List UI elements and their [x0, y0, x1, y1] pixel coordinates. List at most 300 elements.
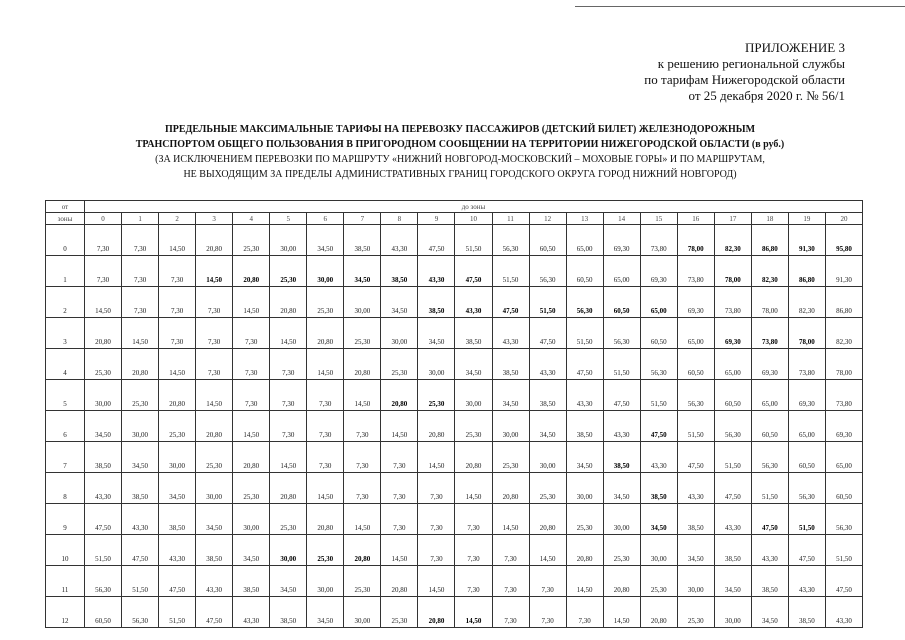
- tariff-cell: 20,80: [307, 318, 344, 349]
- tariff-cell: 25,30: [344, 318, 381, 349]
- tariff-cell: 65,00: [825, 442, 862, 473]
- tariff-cell: 51,50: [677, 411, 714, 442]
- tariff-cell: 30,00: [492, 411, 529, 442]
- tariff-cell: 14,50: [344, 380, 381, 411]
- tariff-cell: 30,00: [307, 566, 344, 597]
- to-zones-label: до зоны: [85, 201, 863, 213]
- tariff-cell: 25,30: [270, 256, 307, 287]
- tariff-cell: 14,50: [85, 287, 122, 318]
- tariff-cell: 78,00: [825, 349, 862, 380]
- tariff-cell: 56,30: [677, 380, 714, 411]
- tariff-cell: 20,80: [418, 597, 455, 628]
- table-row: [46, 473, 863, 504]
- tariff-cell: 25,30: [381, 597, 418, 628]
- tariff-cell: 20,80: [492, 473, 529, 504]
- tariff-cell: 43,30: [751, 535, 788, 566]
- tariff-cell: 25,30: [492, 442, 529, 473]
- tariff-cell: 25,30: [307, 287, 344, 318]
- column-header: 13: [566, 213, 603, 225]
- column-header: 7: [344, 213, 381, 225]
- tariff-cell: 82,30: [714, 225, 751, 256]
- tariff-cell: 43,30: [122, 504, 159, 535]
- tariff-cell: 69,30: [751, 349, 788, 380]
- tariff-cell: 78,00: [751, 287, 788, 318]
- tariff-cell: 30,00: [418, 349, 455, 380]
- tariff-cell: 30,00: [455, 380, 492, 411]
- tariff-cell: 60,50: [529, 225, 566, 256]
- tariff-cell: 43,30: [85, 473, 122, 504]
- tariff-cell: 78,00: [714, 256, 751, 287]
- from-zone-cell: 7: [46, 442, 85, 473]
- tariff-cell: 38,50: [381, 256, 418, 287]
- from-zone-cell: 9: [46, 504, 85, 535]
- tariff-cell: 7,30: [196, 287, 233, 318]
- tariff-cell: 20,80: [603, 566, 640, 597]
- tariff-cell: 38,50: [85, 442, 122, 473]
- tariff-cell: 51,50: [825, 535, 862, 566]
- tariff-cell: 56,30: [566, 287, 603, 318]
- annex-block: [644, 40, 845, 104]
- tariff-cell: 47,50: [85, 504, 122, 535]
- column-header: 17: [714, 213, 751, 225]
- tariff-cell: 30,00: [381, 318, 418, 349]
- tariff-cell: 25,30: [233, 473, 270, 504]
- column-header: 0: [85, 213, 122, 225]
- tariff-cell: 51,50: [640, 380, 677, 411]
- tariff-cell: 7,30: [492, 597, 529, 628]
- column-header: 15: [640, 213, 677, 225]
- corner-from-label: от: [46, 201, 85, 213]
- tariff-cell: 20,80: [85, 318, 122, 349]
- tariff-cell: 34,50: [159, 473, 196, 504]
- tariff-cell: 7,30: [381, 473, 418, 504]
- from-zone-cell: 8: [46, 473, 85, 504]
- tariff-cell: 30,00: [566, 473, 603, 504]
- tariff-cell: 43,30: [529, 349, 566, 380]
- tariff-cell: 82,30: [825, 318, 862, 349]
- tariff-cell: 7,30: [344, 473, 381, 504]
- tariff-cell: 51,50: [85, 535, 122, 566]
- tariff-cell: 7,30: [492, 566, 529, 597]
- tariff-cell: 30,00: [344, 597, 381, 628]
- tariff-cell: 69,30: [825, 411, 862, 442]
- tariff-cell: 47,50: [159, 566, 196, 597]
- tariff-cell: 7,30: [344, 442, 381, 473]
- tariff-cell: 47,50: [122, 535, 159, 566]
- column-header: 18: [751, 213, 788, 225]
- tariff-cell: 56,30: [492, 225, 529, 256]
- tariff-cell: 38,50: [344, 225, 381, 256]
- tariff-cell: 7,30: [455, 504, 492, 535]
- tariff-cell: 73,80: [714, 287, 751, 318]
- tariff-cell: 14,50: [122, 318, 159, 349]
- table-header-row-2: [46, 213, 863, 225]
- tariff-cell: 86,80: [825, 287, 862, 318]
- tariff-cell: 25,30: [196, 442, 233, 473]
- table-row: [46, 411, 863, 442]
- annex-line-1: к решению региональной службы: [657, 56, 845, 71]
- column-header: 5: [270, 213, 307, 225]
- table-row: [46, 442, 863, 473]
- tariff-table: [45, 200, 863, 628]
- table-row: [46, 349, 863, 380]
- tariff-cell: 82,30: [751, 256, 788, 287]
- heading-line-4: НЕ ВЫХОДЯЩИМ ЗА ПРЕДЕЛЫ АДМИНИСТРАТИВНЫХ ГРАНИЦ ГОРОДСКОГО ОКРУГА ГОРОД НИЖНИЙ НОВГОРОД): [183, 169, 737, 180]
- tariff-cell: 14,50: [381, 535, 418, 566]
- tariff-cell: 60,50: [714, 380, 751, 411]
- tariff-cell: 60,50: [640, 318, 677, 349]
- column-header: 1: [122, 213, 159, 225]
- tariff-cell: 7,30: [307, 380, 344, 411]
- tariff-cell: 78,00: [677, 225, 714, 256]
- tariff-cell: 34,50: [529, 411, 566, 442]
- tariff-cell: 20,80: [122, 349, 159, 380]
- tariff-cell: 60,50: [788, 442, 825, 473]
- tariff-cell: 47,50: [196, 597, 233, 628]
- tariff-cell: 20,80: [159, 380, 196, 411]
- from-zone-cell: 1: [46, 256, 85, 287]
- heading-line-1: ПРЕДЕЛЬНЫЕ МАКСИМАЛЬНЫЕ ТАРИФЫ НА ПЕРЕВОЗКУ ПАССАЖИРОВ (ДЕТСКИЙ БИЛЕТ) ЖЕЛЕЗНОДОРОЖНЫМ: [164, 124, 756, 135]
- tariff-cell: 25,30: [270, 504, 307, 535]
- tariff-cell: 47,50: [492, 287, 529, 318]
- tariff-cell: 30,00: [122, 411, 159, 442]
- tariff-cell: 14,50: [270, 318, 307, 349]
- tariff-cell: 20,80: [270, 287, 307, 318]
- tariff-cell: 30,00: [529, 442, 566, 473]
- tariff-cell: 51,50: [122, 566, 159, 597]
- tariff-cell: 51,50: [455, 225, 492, 256]
- tariff-cell: 34,50: [455, 349, 492, 380]
- from-zone-cell: 2: [46, 287, 85, 318]
- tariff-cell: 7,30: [159, 287, 196, 318]
- tariff-cell: 30,00: [640, 535, 677, 566]
- tariff-cell: 20,80: [233, 442, 270, 473]
- tariff-cell: 47,50: [788, 535, 825, 566]
- tariff-cell: 73,80: [825, 380, 862, 411]
- tariff-cell: 51,50: [566, 318, 603, 349]
- tariff-cell: 38,50: [788, 597, 825, 628]
- tariff-cell: 86,80: [751, 225, 788, 256]
- column-header: 2: [159, 213, 196, 225]
- tariff-cell: 43,30: [381, 225, 418, 256]
- tariff-cell: 30,00: [159, 442, 196, 473]
- tariff-cell: 47,50: [714, 473, 751, 504]
- tariff-cell: 38,50: [159, 504, 196, 535]
- tariff-cell: 38,50: [640, 473, 677, 504]
- tariff-cell: 51,50: [159, 597, 196, 628]
- document-heading: [50, 122, 870, 182]
- tariff-cell: 14,50: [307, 473, 344, 504]
- tariff-cell: 20,80: [196, 411, 233, 442]
- column-header: 19: [788, 213, 825, 225]
- tariff-cell: 7,30: [85, 225, 122, 256]
- table-row: [46, 225, 863, 256]
- heading-line-3: (ЗА ИСКЛЮЧЕНИЕМ ПЕРЕВОЗКИ ПО МАРШРУТУ «НИЖНИЙ НОВГОРОД-МОСКОВСКИЙ – МОХОВЫЕ ГОРЫ» И ПО МАРШРУТАМ,: [155, 154, 765, 165]
- tariff-cell: 7,30: [270, 380, 307, 411]
- tariff-cell: 34,50: [640, 504, 677, 535]
- tariff-cell: 43,30: [233, 597, 270, 628]
- tariff-cell: 20,80: [270, 473, 307, 504]
- table-row: [46, 504, 863, 535]
- tariff-cell: 47,50: [455, 256, 492, 287]
- tariff-cell: 14,50: [344, 504, 381, 535]
- tariff-cell: 30,00: [344, 287, 381, 318]
- tariff-cell: 47,50: [677, 442, 714, 473]
- table-row: [46, 318, 863, 349]
- tariff-cell: 51,50: [529, 287, 566, 318]
- tariff-cell: 20,80: [640, 597, 677, 628]
- tariff-cell: 34,50: [603, 473, 640, 504]
- tariff-cell: 7,30: [381, 442, 418, 473]
- tariff-cell: 73,80: [677, 256, 714, 287]
- tariff-cell: 60,50: [603, 287, 640, 318]
- tariff-cell: 82,30: [788, 287, 825, 318]
- tariff-cell: 14,50: [455, 597, 492, 628]
- tariff-cell: 14,50: [566, 566, 603, 597]
- tariff-cell: 38,50: [492, 349, 529, 380]
- tariff-cell: 25,30: [233, 225, 270, 256]
- tariff-cell: 34,50: [196, 504, 233, 535]
- tariff-cell: 7,30: [196, 318, 233, 349]
- top-rule: [575, 6, 905, 7]
- tariff-cell: 25,30: [307, 535, 344, 566]
- from-zone-cell: 5: [46, 380, 85, 411]
- tariff-cell: 34,50: [751, 597, 788, 628]
- tariff-cell: 38,50: [566, 411, 603, 442]
- column-header: 8: [381, 213, 418, 225]
- tariff-cell: 51,50: [492, 256, 529, 287]
- tariff-cell: 7,30: [233, 318, 270, 349]
- tariff-cell: 7,30: [418, 535, 455, 566]
- tariff-cell: 56,30: [825, 504, 862, 535]
- tariff-cell: 7,30: [492, 535, 529, 566]
- tariff-cell: 25,30: [455, 411, 492, 442]
- tariff-cell: 25,30: [344, 566, 381, 597]
- tariff-cell: 7,30: [307, 411, 344, 442]
- tariff-cell: 34,50: [344, 256, 381, 287]
- from-zone-cell: 6: [46, 411, 85, 442]
- table-row: [46, 287, 863, 318]
- tariff-cell: 38,50: [714, 535, 751, 566]
- tariff-cell: 34,50: [307, 597, 344, 628]
- tariff-cell: 30,00: [677, 566, 714, 597]
- tariff-cell: 43,30: [455, 287, 492, 318]
- tariff-cell: 7,30: [85, 256, 122, 287]
- tariff-cell: 20,80: [344, 349, 381, 380]
- tariff-cell: 7,30: [529, 566, 566, 597]
- tariff-cell: 7,30: [122, 256, 159, 287]
- tariff-cell: 14,50: [159, 225, 196, 256]
- tariff-cell: 56,30: [122, 597, 159, 628]
- tariff-cell: 69,30: [640, 256, 677, 287]
- tariff-cell: 30,00: [270, 225, 307, 256]
- tariff-cell: 25,30: [603, 535, 640, 566]
- tariff-cell: 47,50: [418, 225, 455, 256]
- tariff-cell: 25,30: [159, 411, 196, 442]
- tariff-cell: 38,50: [122, 473, 159, 504]
- tariff-cell: 43,30: [714, 504, 751, 535]
- tariff-cell: 56,30: [714, 411, 751, 442]
- table-row: [46, 535, 863, 566]
- tariff-cell: 14,50: [159, 349, 196, 380]
- tariff-cell: 7,30: [381, 504, 418, 535]
- from-zone-cell: 11: [46, 566, 85, 597]
- tariff-cell: 38,50: [233, 566, 270, 597]
- tariff-cell: 56,30: [529, 256, 566, 287]
- tariff-cell: 43,30: [825, 597, 862, 628]
- tariff-cell: 91,30: [825, 256, 862, 287]
- tariff-cell: 30,00: [233, 504, 270, 535]
- tariff-cell: 60,50: [85, 597, 122, 628]
- tariff-cell: 7,30: [455, 535, 492, 566]
- table-row: [46, 597, 863, 628]
- tariff-cell: 34,50: [233, 535, 270, 566]
- tariff-cell: 38,50: [196, 535, 233, 566]
- table-row: [46, 566, 863, 597]
- tariff-cell: 20,80: [307, 504, 344, 535]
- tariff-cell: 51,50: [788, 504, 825, 535]
- annex-line-3: от 25 декабря 2020 г. № 56/1: [688, 88, 845, 103]
- tariff-cell: 38,50: [455, 318, 492, 349]
- from-zone-cell: 0: [46, 225, 85, 256]
- tariff-cell: 25,30: [418, 380, 455, 411]
- tariff-cell: 47,50: [825, 566, 862, 597]
- tariff-cell: 73,80: [751, 318, 788, 349]
- tariff-cell: 25,30: [122, 380, 159, 411]
- heading-line-2: ТРАНСПОРТОМ ОБЩЕГО ПОЛЬЗОВАНИЯ В ПРИГОРОДНОМ СООБЩЕНИИ НА ТЕРРИТОРИИ НИЖЕГОРОДСКОЙ ОБЛАСТИ (в руб.): [135, 139, 785, 150]
- tariff-cell: 60,50: [566, 256, 603, 287]
- tariff-cell: 69,30: [714, 318, 751, 349]
- tariff-cell: 38,50: [529, 380, 566, 411]
- tariff-cell: 14,50: [270, 442, 307, 473]
- tariff-cell: 7,30: [270, 411, 307, 442]
- tariff-cell: 47,50: [566, 349, 603, 380]
- tariff-cell: 34,50: [85, 411, 122, 442]
- tariff-cell: 20,80: [344, 535, 381, 566]
- tariff-cell: 43,30: [788, 566, 825, 597]
- tariff-cell: 60,50: [751, 411, 788, 442]
- corner-zones-label: зоны: [46, 213, 85, 225]
- tariff-cell: 30,00: [270, 535, 307, 566]
- tariff-cell: 56,30: [603, 318, 640, 349]
- tariff-cell: 7,30: [418, 504, 455, 535]
- tariff-cell: 25,30: [677, 597, 714, 628]
- tariff-cell: 20,80: [233, 256, 270, 287]
- tariff-cell: 14,50: [196, 256, 233, 287]
- tariff-cell: 14,50: [233, 287, 270, 318]
- column-header: 10: [455, 213, 492, 225]
- tariff-cell: 38,50: [270, 597, 307, 628]
- tariff-cell: 73,80: [640, 225, 677, 256]
- tariff-cell: 7,30: [307, 442, 344, 473]
- tariff-cell: 34,50: [714, 566, 751, 597]
- tariff-cell: 60,50: [677, 349, 714, 380]
- tariff-cell: 25,30: [640, 566, 677, 597]
- tariff-cell: 34,50: [122, 442, 159, 473]
- tariff-cell: 7,30: [122, 287, 159, 318]
- tariff-cell: 7,30: [455, 566, 492, 597]
- tariff-cell: 47,50: [529, 318, 566, 349]
- tariff-cell: 20,80: [566, 535, 603, 566]
- tariff-cell: 14,50: [381, 411, 418, 442]
- tariff-cell: 34,50: [270, 566, 307, 597]
- tariff-cell: 14,50: [603, 597, 640, 628]
- tariff-cell: 7,30: [159, 256, 196, 287]
- tariff-cell: 43,30: [492, 318, 529, 349]
- tariff-cell: 73,80: [788, 349, 825, 380]
- tariff-cell: 25,30: [85, 349, 122, 380]
- tariff-cell: 43,30: [640, 442, 677, 473]
- tariff-cell: 86,80: [788, 256, 825, 287]
- tariff-cell: 56,30: [85, 566, 122, 597]
- tariff-cell: 34,50: [566, 442, 603, 473]
- tariff-cell: 14,50: [455, 473, 492, 504]
- tariff-cell: 30,00: [603, 504, 640, 535]
- tariff-cell: 7,30: [529, 597, 566, 628]
- from-zone-cell: 3: [46, 318, 85, 349]
- tariff-cell: 51,50: [603, 349, 640, 380]
- tariff-cell: 69,30: [788, 380, 825, 411]
- tariff-cell: 43,30: [196, 566, 233, 597]
- tariff-cell: 14,50: [418, 442, 455, 473]
- tariff-cell: 38,50: [677, 504, 714, 535]
- tariff-cell: 25,30: [529, 473, 566, 504]
- tariff-cell: 7,30: [270, 349, 307, 380]
- tariff-cell: 14,50: [196, 380, 233, 411]
- tariff-cell: 20,80: [381, 380, 418, 411]
- from-zone-cell: 12: [46, 597, 85, 628]
- tariff-cell: 34,50: [677, 535, 714, 566]
- from-zone-cell: 4: [46, 349, 85, 380]
- tariff-cell: 7,30: [344, 411, 381, 442]
- tariff-cell: 25,30: [566, 504, 603, 535]
- tariff-cell: 30,00: [85, 380, 122, 411]
- tariff-cell: 14,50: [492, 504, 529, 535]
- tariff-cell: 78,00: [788, 318, 825, 349]
- tariff-cell: 47,50: [640, 411, 677, 442]
- column-header: 14: [603, 213, 640, 225]
- tariff-cell: 38,50: [751, 566, 788, 597]
- tariff-cell: 7,30: [159, 318, 196, 349]
- tariff-cell: 20,80: [529, 504, 566, 535]
- tariff-cell: 56,30: [640, 349, 677, 380]
- tariff-cell: 65,00: [603, 256, 640, 287]
- tariff-cell: 43,30: [677, 473, 714, 504]
- tariff-cell: 51,50: [751, 473, 788, 504]
- column-header: 20: [825, 213, 862, 225]
- tariff-cell: 43,30: [159, 535, 196, 566]
- tariff-cell: 7,30: [233, 380, 270, 411]
- tariff-cell: 14,50: [418, 566, 455, 597]
- tariff-cell: 30,00: [307, 256, 344, 287]
- tariff-cell: 65,00: [640, 287, 677, 318]
- table-row: [46, 380, 863, 411]
- tariff-cell: 34,50: [307, 225, 344, 256]
- table-header-row-1: [46, 201, 863, 213]
- tariff-cell: 65,00: [751, 380, 788, 411]
- tariff-cell: 69,30: [603, 225, 640, 256]
- tariff-cell: 65,00: [566, 225, 603, 256]
- column-header: 3: [196, 213, 233, 225]
- tariff-cell: 65,00: [788, 411, 825, 442]
- tariff-cell: 20,80: [418, 411, 455, 442]
- from-zone-cell: 10: [46, 535, 85, 566]
- column-header: 16: [677, 213, 714, 225]
- tariff-cell: 20,80: [455, 442, 492, 473]
- tariff-cell: 56,30: [788, 473, 825, 504]
- tariff-cell: 51,50: [714, 442, 751, 473]
- column-header: 4: [233, 213, 270, 225]
